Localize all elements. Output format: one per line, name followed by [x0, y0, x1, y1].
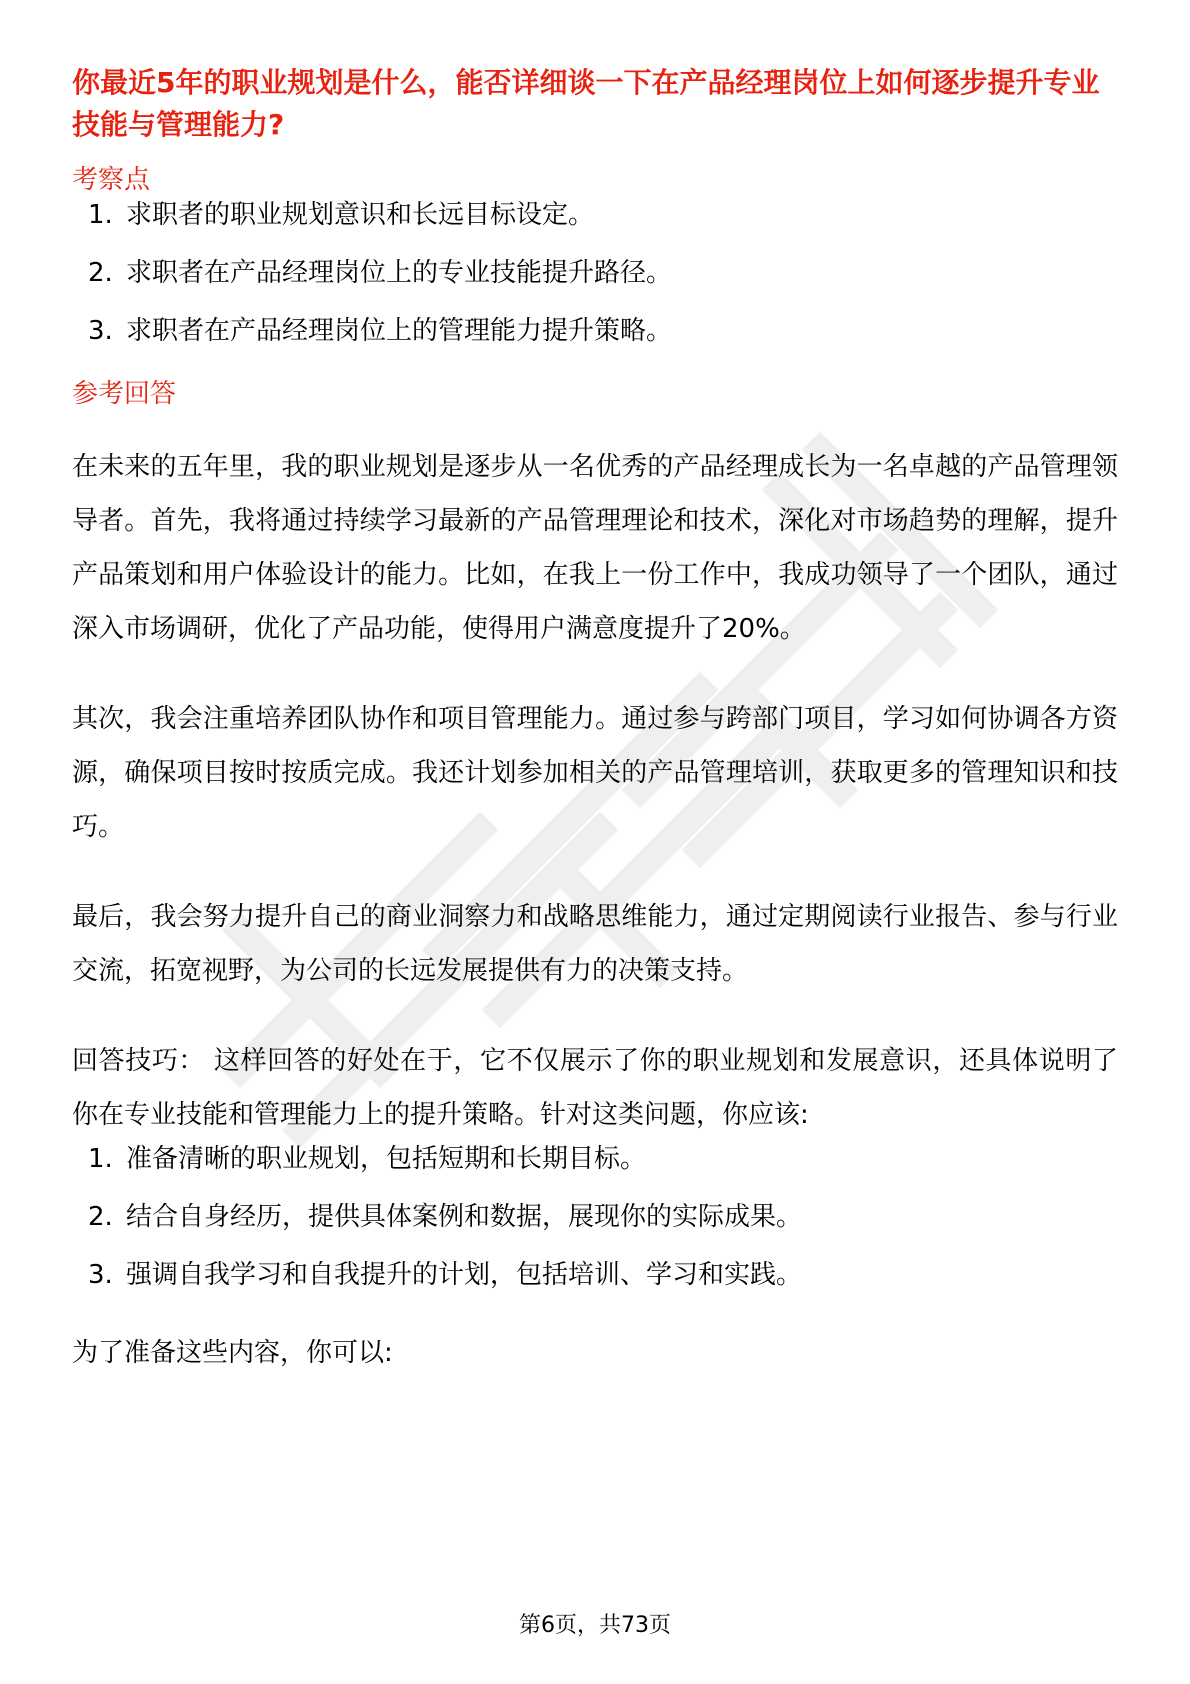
- answer-paragraph-2: 其次，我会注重培养团队协作和项目管理能力。通过参与跨部门项目，学习如何协调各方资源，确保项目按时按质完成。我还计划参加相关的产品管理培训，获取更多的管理知识和技巧。: [72, 704, 1118, 842]
- document-page: [72, 62, 1118, 1380]
- answer-tips: 回答技巧： 这样回答的好处在于，它不仅展示了你的职业规划和发展意识，还具体说明了你在专业技能和管理能力上的提升策略。针对这类问题，你应该:: [72, 1046, 1118, 1130]
- page-number: 第6页，共73页: [519, 1613, 671, 1638]
- list-item: [72, 1258, 1118, 1292]
- section-title-cankao: 参考回答: [72, 379, 177, 409]
- list-item-number: 1.: [88, 1144, 113, 1174]
- list-item-text: 结合自身经历，提供具体案例和数据，展现你的实际成果。: [126, 1202, 803, 1232]
- list-item-number: 1.: [88, 200, 113, 230]
- answer-paragraph-3: 最后，我会努力提升自己的商业洞察力和战略思维能力，通过定期阅读行业报告、参与行业交流，拓宽视野，为公司的长远发展提供有力的决策支持。: [72, 902, 1118, 986]
- list-item-text: 求职者在产品经理岗位上的专业技能提升路径。: [126, 258, 673, 288]
- list-item-number: 3.: [88, 316, 113, 346]
- list-item-text: 求职者的职业规划意识和长远目标设定。: [126, 200, 595, 230]
- question-heading: 你最近5年的职业规划是什么，能否详细谈一下在产品经理岗位上如何逐步提升专业技能与管理能力?: [72, 66, 1100, 141]
- list-item-number: 3.: [88, 1260, 113, 1290]
- list-item: [72, 1142, 1118, 1176]
- list-item: [72, 1200, 1118, 1234]
- list-item: [72, 314, 1118, 348]
- answer-paragraph-1: 在未来的五年里，我的职业规划是逐步从一名优秀的产品经理成长为一名卓越的产品管理领导者。首先，我将通过持续学习最新的产品管理理论和技术，深化对市场趋势的理解，提升产品策划和用户体验设计的能力。比如，在我上一份工作中，我成功领导了一个团队，通过深入市场调研，优化了产品功能，使得用户满意度提升了20%。: [72, 452, 1118, 644]
- list-item-text: 求职者在产品经理岗位上的管理能力提升策略。: [126, 316, 673, 346]
- section-title-kaochadian: 考察点: [72, 165, 151, 195]
- kaochadian-list: [72, 198, 1118, 348]
- list-item: [72, 256, 1118, 290]
- list-item-number: 2.: [88, 258, 113, 288]
- list-item-text: 准备清晰的职业规划，包括短期和长期目标。: [126, 1144, 647, 1174]
- list-item-number: 2.: [88, 1202, 113, 1232]
- list-item: [72, 198, 1118, 232]
- answer-prepare: 为了准备这些内容，你可以:: [72, 1338, 393, 1368]
- list-item-text: 强调自我学习和自我提升的计划，包括培训、学习和实践。: [126, 1260, 803, 1290]
- tips-list: [72, 1142, 1118, 1292]
